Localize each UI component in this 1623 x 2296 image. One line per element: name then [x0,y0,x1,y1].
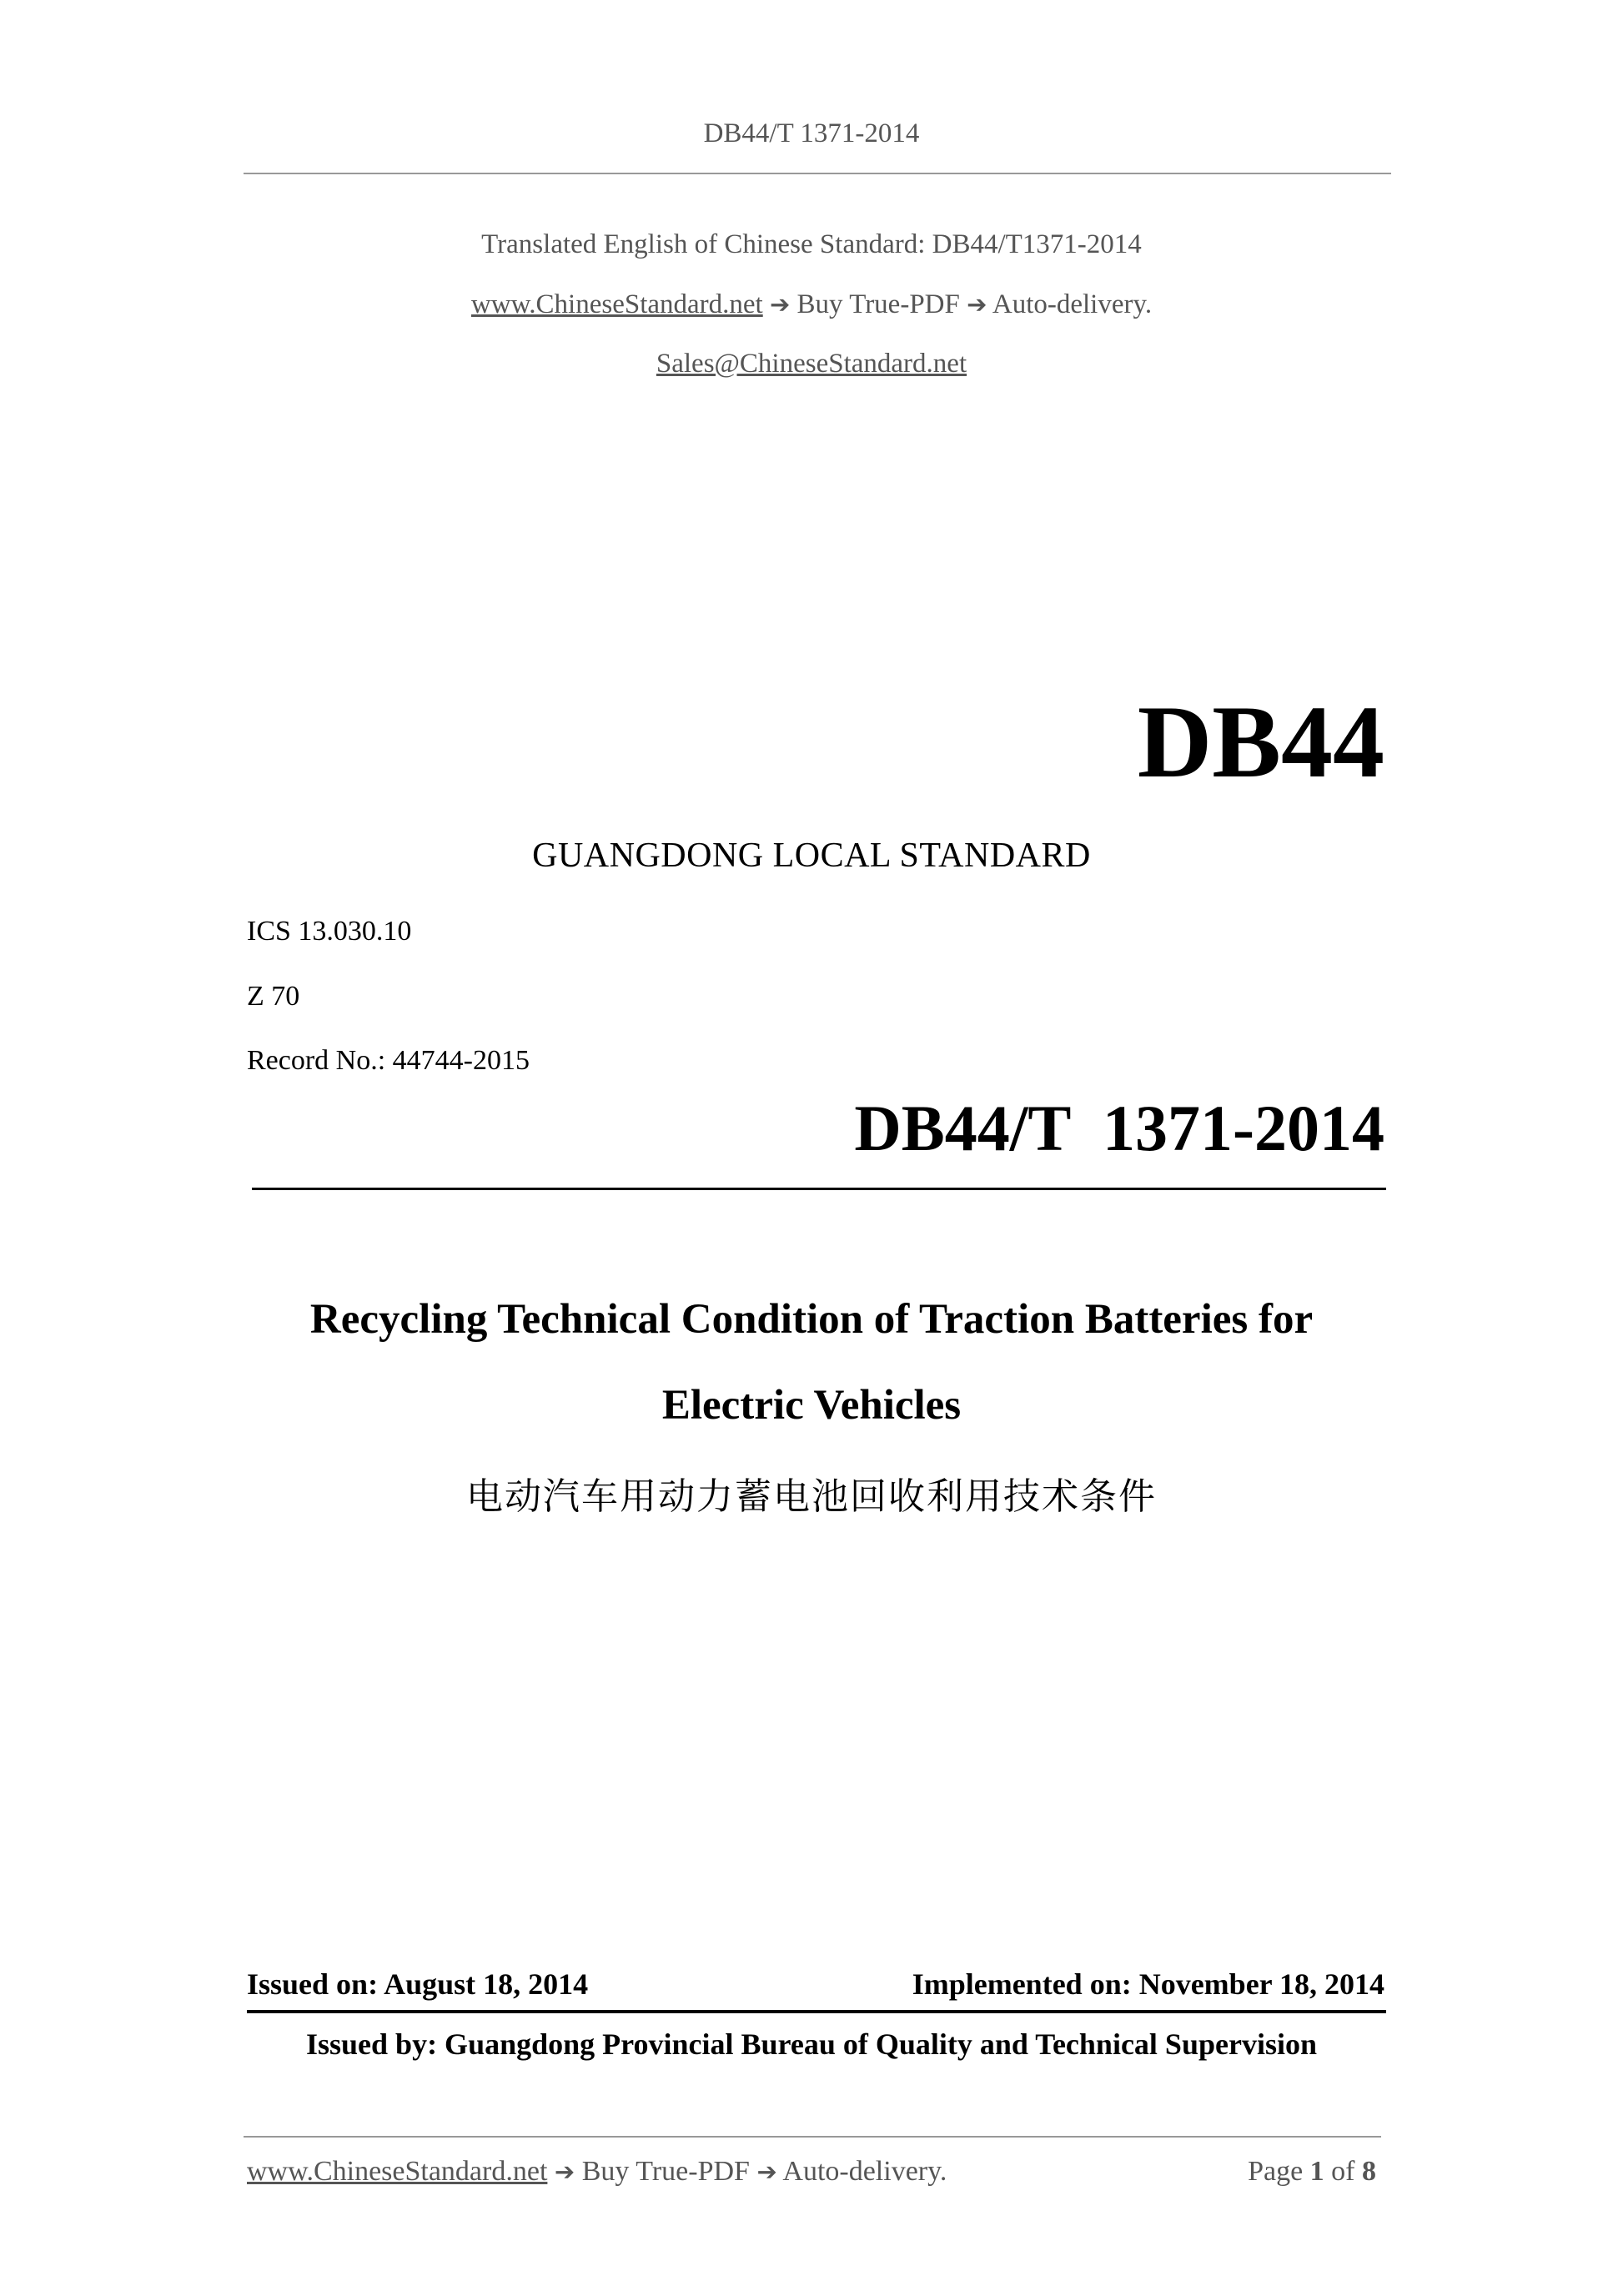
issue-divider [247,2010,1386,2013]
footer-divider [244,2136,1381,2138]
issued-on: Issued on: August 18, 2014 [247,1967,589,2001]
record-number: Record No.: 44744-2015 [247,1045,530,1076]
header-code: DB44/T 1371-2014 [703,118,920,148]
purchase-line [0,289,1623,320]
code-divider [252,1188,1386,1190]
ccs-code: Z 70 [247,981,300,1012]
footer-delivery-text: Auto-delivery. [782,2156,947,2187]
standard-type: GUANGDONG LOCAL STANDARD [532,837,1091,875]
site-link[interactable]: www.ChineseStandard.net [470,289,763,319]
header-divider [244,173,1391,174]
implemented-on: Implemented on: November 18, 2014 [912,1967,1384,2001]
title-chinese: 电动汽车用动力蓄电池回收利用技术条件 [466,1475,1157,1518]
standard-code: DB44/T 1371-2014 [854,1092,1384,1164]
arrow-icon: ➔ [967,290,987,319]
page-label: Page [1248,2156,1304,2187]
delivery-text: Auto-delivery. [992,289,1153,319]
footer-site-link[interactable]: www.ChineseStandard.net [247,2156,548,2187]
page-total: 8 [1362,2156,1376,2187]
footer-purchase [247,2156,947,2188]
title-line-2: Electric Vehicles [661,1382,962,1429]
arrow-icon: ➔ [756,2158,777,2186]
of-label: of [1331,2156,1355,2187]
email-link[interactable]: Sales@ChineseStandard.net [656,349,967,379]
page-number: 1 [1309,2156,1324,2187]
buy-text: Buy True-PDF [796,289,960,319]
email-line [0,349,1623,379]
arrow-icon: ➔ [554,2158,575,2186]
arrow-icon: ➔ [769,290,791,319]
ics-code: ICS 13.030.10 [247,916,412,947]
footer-buy-text: Buy True-PDF [581,2156,750,2187]
standard-prefix: DB44 [1137,685,1384,799]
page-indicator [1248,2156,1376,2188]
title-line-1: Recycling Technical Condition of Traction Batteries for [309,1296,1314,1343]
issued-by: Issued by: Guangdong Provincial Bureau of Quality and Technical Supervision [306,2027,1317,2061]
translation-note: Translated English of Chinese Standard: DB44/T1371-2014 [481,229,1142,259]
